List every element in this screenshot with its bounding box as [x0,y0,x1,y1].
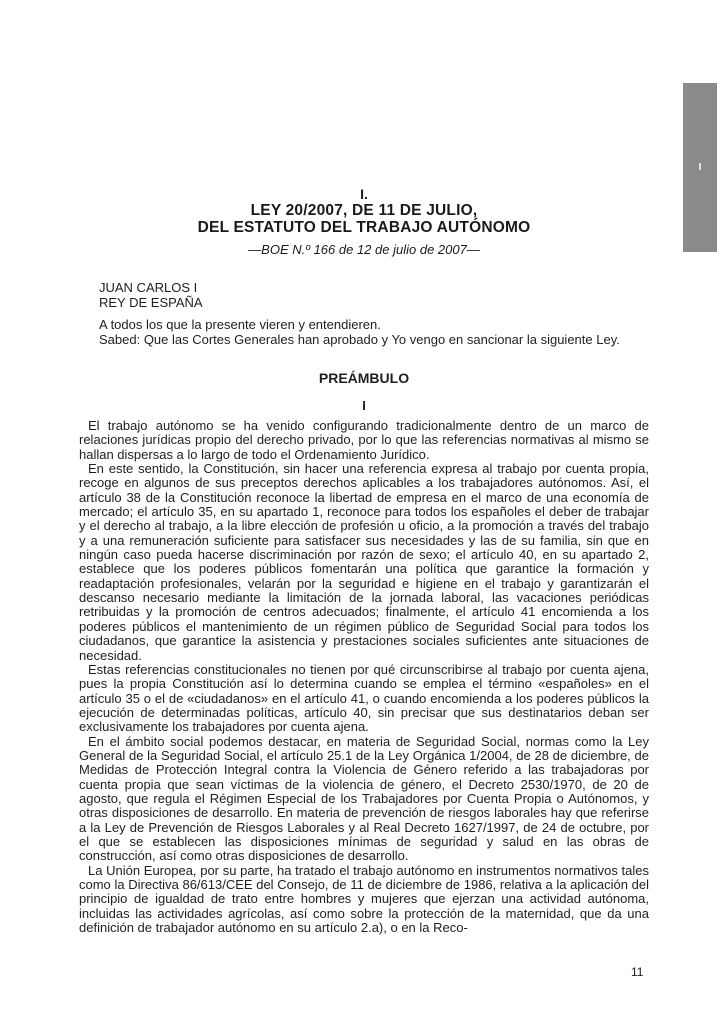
promulgation-line-1: A todos los que la presente vieren y entendieren. [99,317,381,332]
chapter-thumb-tab [683,83,717,252]
preamble-paragraph: La Unión Europea, por su parte, ha tratado el trabajo autónomo en instrumentos normativos tales como la Directiva 86/613/CEE del Consejo, de 11 de diciembre de 1986, relativa a la aplicación del principio de igualdad de trato entre hombres y mujeres que ejerzan una actividad autónoma, incluidas las actividades agrícolas, así como sobre la protección de la maternidad, que da una definición de trabajador autónomo en su artículo 2.a), o en la Reco- [79,862,649,936]
preamble-paragraph: En el ámbito social podemos destacar, en materia de Seguridad Social, normas como la Ley General de la Seguridad Social, el artículo 25.1 de la Ley Orgánica 1/2004, de 28 de diciembre, de Medidas de Protección Integral contra la Violencia de Género referido a las trabajadoras por cuenta propia que sean víctimas de la violencia de género, el Decreto 2530/1970, de 20 de agosto, que regula el Régimen Especial de los Trabajadores por Cuenta Propia o Autónomos, y otras disposiciones de desarrollo. En materia de prevención de riesgos laborales hay que referirse a la Ley de Prevención de Riesgos Laborales y al Real Decreto 1627/1997, de 24 de octubre, por el que se establecen las disposiciones mínimas de seguridad y salud en las obras de construcción, así como otras disposiciones de desarrollo. [79,733,649,864]
preamble-heading: PREÁMBULO [318,370,410,386]
law-title-line-1: LEY 20/2007, DE 11 DE JULIO, [250,202,478,219]
page-number: 11 [631,965,644,979]
preamble-paragraph: El trabajo autónomo se ha venido configurando tradicionalmente dentro de un marco de relaciones jurídicas propio del derecho privado, por lo que las referencias normativas al mismo se hallan dispersas a lo largo de todo el Ordenamiento Jurídico. [79,418,649,462]
law-title-block [80,186,648,257]
king-name: JUAN CARLOS I [99,280,198,295]
law-title-line-2: DEL ESTATUTO DEL TRABAJO AUTÓNOMO [197,219,531,236]
preamble-paragraph: En este sentido, la Constitución, sin hacer una referencia expresa al trabajo por cuenta propia, recoge en algunos de sus preceptos derechos aplicables a los trabajadores autónomos. Así, el artículo 38 de la Constitución reconoce la libertad de empresa en el marco de una economía de mercado; el artículo 35, en su apartado 1, reconoce para todos los españoles el deber de trabajar y el derecho al trabajo, a la libre elección de profesión u oficio, a la promoción a través del trabajo y a una remuneración suficiente para satisfacer sus necesidades y las de su familia, sin que en ningún caso pueda hacerse discriminación por razón de sexo; el artículo 40, en su apartado 2, establece que los poderes públicos fomentarán una política que garantice la formación y readaptación profesionales, velarán por la seguridad e higiene en el trabajo y garantizarán el descanso necesario mediante la limitación de la jornada laboral, las vacaciones periódicas retribuidas y la promoción de centros adecuados; finalmente, el artículo 41 encomienda a los poderes públicos el mantenimiento de un régimen público de Seguridad Social para todos los ciudadanos, que garantice la asistencia y prestaciones sociales suficientes ante situaciones de necesidad. [79,461,649,663]
preamble-body [79,419,649,935]
royal-promulgation-block [99,281,659,347]
boe-reference: —BOE N.º 166 de 12 de julio de 2007— [248,242,480,257]
chapter-thumb-tab-label: I [698,161,702,173]
king-title: REY DE ESPAÑA [99,294,203,310]
promulgation-line-2: Sabed: Que las Cortes Generales han aprobado y Yo vengo en sancionar la siguiente Ley. [99,331,620,347]
section-numeral: I. [360,186,368,202]
preamble-paragraph: Estas referencias constitucionales no tienen por qué circunscribirse al trabajo por cuenta ajena, pues la propia Constitución así lo determina cuando se emplea el término «españoles» en el artículo 35 o el de «ciudadanos» en el artículo 41, o cuando encomienda a los poderes públicos la ejecución de determinadas políticas, artículo 40, sin precisar que sus destinatarios deban ser exclusivamente los trabajadores por cuenta ajena. [79,661,649,735]
preamble-section-numeral: I [362,398,366,413]
